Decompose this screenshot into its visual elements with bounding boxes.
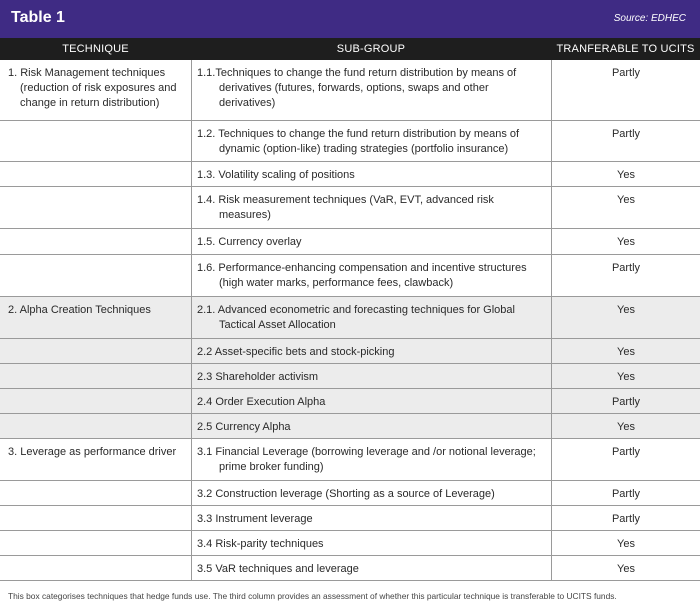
subgroup-cell: 3.1 Financial Leverage (borrowing leverage and /or notional leverage; prime broker funding) bbox=[197, 446, 536, 473]
subgroup-cell: 1.4. Risk measurement techniques (VaR, EVT, advanced risk measures) bbox=[197, 194, 494, 221]
subgroup-cell: 2.2 Asset-specific bets and stock-picking bbox=[197, 346, 395, 358]
table-row bbox=[0, 162, 700, 187]
transferable-cell: Partly bbox=[551, 60, 700, 120]
transferable-cell: Yes bbox=[551, 229, 700, 254]
subgroup-cell: 2.5 Currency Alpha bbox=[197, 421, 291, 433]
table-row bbox=[0, 389, 700, 414]
table-row bbox=[0, 439, 700, 481]
table-source: Source: EDHEC bbox=[613, 13, 686, 24]
transferable-cell: Partly bbox=[551, 255, 700, 296]
table-row bbox=[0, 255, 700, 297]
title-bar bbox=[0, 0, 700, 38]
table-row bbox=[0, 297, 700, 339]
table-row bbox=[0, 531, 700, 556]
technique-cell: 1. Risk Management techniques (reduction of risk exposures and change in return distribution) bbox=[8, 67, 177, 109]
table-row bbox=[0, 414, 700, 439]
subgroup-cell: 1.3. Volatility scaling of positions bbox=[197, 169, 355, 181]
table-row bbox=[0, 339, 700, 364]
table-footnote: This box categorises techniques that hedge funds use. The third column provides an assessment of whether this particular technique is transferable to UCITS funds. bbox=[0, 580, 700, 611]
transferable-cell: Partly bbox=[551, 481, 700, 505]
transferable-cell: Yes bbox=[551, 531, 700, 555]
subgroup-cell: 1.2. Techniques to change the fund return distribution by means of dynamic (option-like) trading strategies (portfolio insurance) bbox=[197, 128, 520, 155]
table-row bbox=[0, 364, 700, 389]
subgroup-cell: 3.2 Construction leverage (Shorting as a source of Leverage) bbox=[197, 488, 495, 500]
table-row bbox=[0, 481, 700, 506]
transferable-cell: Yes bbox=[551, 162, 700, 186]
table-row bbox=[0, 60, 700, 121]
header-technique: TECHNIQUE bbox=[62, 43, 129, 55]
technique-cell: 3. Leverage as performance driver bbox=[8, 446, 177, 458]
table-row bbox=[0, 187, 700, 229]
subgroup-cell: 1.5. Currency overlay bbox=[197, 236, 302, 248]
table-header-row bbox=[0, 38, 700, 60]
technique-cell: 2. Alpha Creation Techniques bbox=[8, 304, 151, 316]
transferable-cell: Partly bbox=[551, 389, 700, 413]
subgroup-cell: 3.4 Risk-parity techniques bbox=[197, 538, 324, 550]
transferable-cell: Partly bbox=[551, 506, 700, 530]
table-row bbox=[0, 556, 700, 580]
subgroup-cell: 2.1. Advanced econometric and forecasting techniques for Global Tactical Asset Allocation bbox=[197, 304, 515, 331]
table-row bbox=[0, 506, 700, 531]
subgroup-cell: 1.6. Performance-enhancing compensation and incentive structures (high water marks, performance fees, clawback) bbox=[197, 262, 527, 289]
table-title: Table 1 bbox=[11, 9, 65, 26]
transferable-cell: Yes bbox=[551, 297, 700, 338]
subgroup-cell: 2.4 Order Execution Alpha bbox=[197, 396, 326, 408]
transferable-cell: Partly bbox=[551, 439, 700, 480]
transferable-cell: Yes bbox=[551, 414, 700, 438]
subgroup-cell: 3.5 VaR techniques and leverage bbox=[197, 563, 359, 575]
table-row bbox=[0, 229, 700, 255]
table-row bbox=[0, 121, 700, 162]
transferable-cell: Yes bbox=[551, 339, 700, 363]
subgroup-cell: 2.3 Shareholder activism bbox=[197, 371, 319, 383]
header-sub-group: SUB-GROUP bbox=[336, 43, 406, 55]
subgroup-cell: 3.3 Instrument leverage bbox=[197, 513, 313, 525]
transferable-cell: Yes bbox=[551, 364, 700, 388]
transferable-cell: Yes bbox=[551, 556, 700, 580]
transferable-cell: Partly bbox=[551, 121, 700, 161]
subgroup-cell: 1.1.Techniques to change the fund return distribution by means of derivatives (futures, forwards, options, swaps and other derivatives) bbox=[197, 67, 517, 109]
transferable-cell: Yes bbox=[551, 187, 700, 228]
header-transferable: TRANFERABLE TO UCITS bbox=[556, 43, 695, 55]
